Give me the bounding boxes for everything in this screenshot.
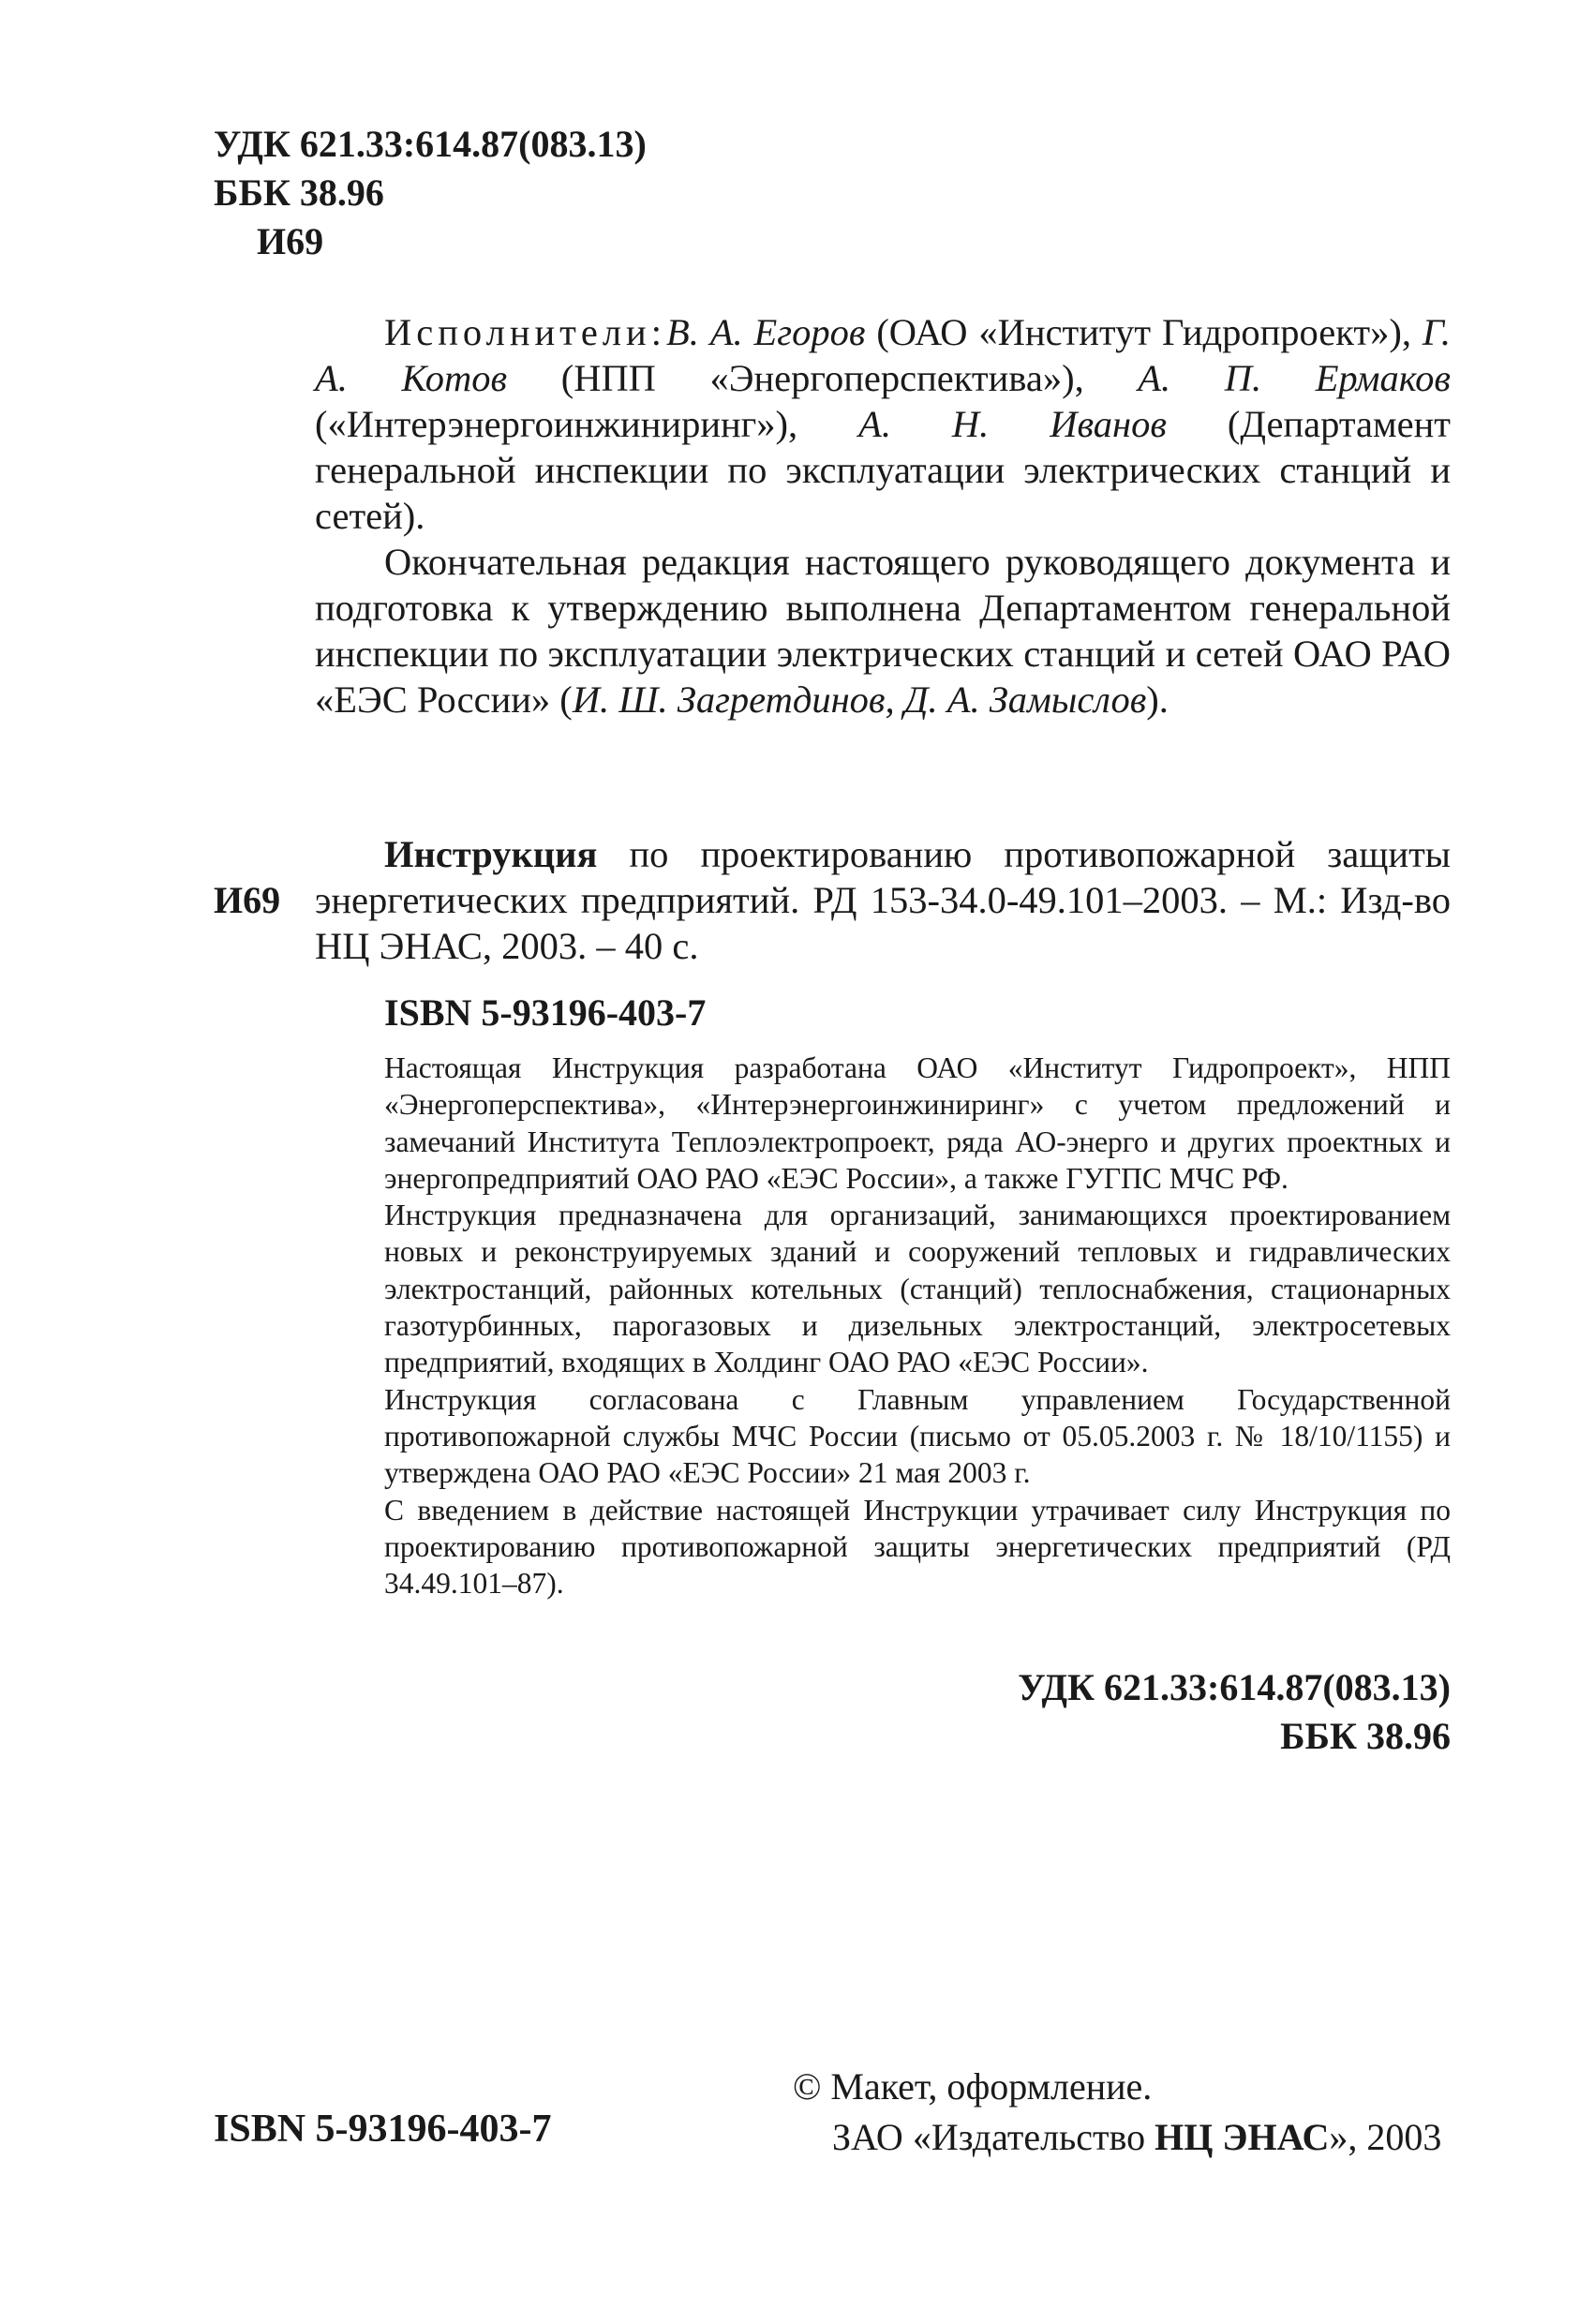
udk-code: УДК 621.33:614.87(083.13): [1018, 1666, 1451, 1708]
author-org: (ОАО «Институт Гидропроект»),: [865, 311, 1423, 353]
bbk-code: ББК 38.96: [1280, 1715, 1451, 1757]
isbn-annotation: ISBN 5-93196-403-7: [384, 991, 707, 1034]
copyright-notice: [793, 2062, 1441, 2163]
editor-names: И. Ш. Загретдинов, Д. А. Замыслов: [572, 678, 1147, 721]
executors-paragraph: [315, 309, 1451, 539]
bbk-code: ББК 38.96: [214, 171, 384, 214]
annotation-author-code: И69: [214, 879, 281, 921]
description-paragraph: С введением в действие настоящей Инструкции утрачивает силу Инструкция по проектированию противопожарной защиты энергетических предприятий (РД 34.49.101–87).: [384, 1493, 1451, 1601]
author-name: А. Н. Иванов: [858, 403, 1167, 445]
executors-label: Исполнители:: [384, 311, 666, 353]
publisher-name: НЦ ЭНАС: [1155, 2116, 1330, 2158]
udk-code: УДК 621.33:614.87(083.13): [214, 123, 647, 165]
annotation-paragraph: Инструкция по проектированию противопожарной защиты энергетических предприятий. РД 153-34.0-49.101–2003. – М.: Изд-во НЦ ЭНАС, 2003. – 40 с.: [315, 833, 1451, 967]
author-name: Г. А. Котов: [315, 311, 1451, 399]
isbn-footer: ISBN 5-93196-403-7: [214, 2108, 552, 2151]
description-paragraph: Настоящая Инструкция разработана ОАО «Институт Гидропроект», НПП «Энергоперспектива», «Интерэнергоинжиниринг» с учетом предложений и замечаний Института Теплоэлектропроект, ряда АО-энерго и других проектных и энергопредприятий ОАО РАО «ЕЭС России», а также ГУГПС МЧС РФ.: [384, 1051, 1451, 1195]
copyright-line: © Макет, оформление.: [793, 2065, 1153, 2108]
author-name: А. П. Ермаков: [1138, 357, 1451, 399]
description-block: [384, 1050, 1451, 1601]
author-org: (НПП «Энергоперспектива»),: [507, 357, 1139, 399]
final-edition-paragraph: Окончательная редакция настоящего руководящего документа и подготовка к утверждению выполнена Департаментом генеральной инспекции по эксплуатации электрических станций и сетей ОАО РАО «ЕЭС России» (И. Ш. Загретдинов, Д. А. Замыслов).: [315, 541, 1451, 721]
author-org: (Департамент генеральной инспекции по эксплуатации электрических станций и сетей).: [315, 403, 1451, 537]
annotation-title: Инструкция: [384, 833, 598, 875]
footer-classification: [1018, 1663, 1451, 1761]
author-code: И69: [257, 220, 324, 262]
header-classification: [214, 120, 647, 266]
author-org: («Интерэнергоинжиниринг»),: [315, 403, 859, 445]
publisher-line: ЗАО «Издательство НЦ ЭНАС», 2003: [832, 2116, 1442, 2158]
description-paragraph: Инструкция предназначена для организаций, занимающихся проектированием новых и реконструируемых зданий и сооружений тепловых и гидравлических электростанций, районных котельных (станций) теплоснабжения, стационарных газотурбинных, парогазовых и дизельных электростанций, электросетевых предприятий, входящих в Холдинг ОАО РАО «ЕЭС России».: [384, 1199, 1451, 1379]
author-name: В. А. Егоров: [665, 311, 866, 353]
description-paragraph: Инструкция согласована с Главным управлением Государственной противопожарной службы МЧС России (письмо от 05.05.2003 г. № 18/10/1155) и утверждена ОАО РАО «ЕЭС России» 21 мая 2003 г.: [384, 1382, 1451, 1490]
